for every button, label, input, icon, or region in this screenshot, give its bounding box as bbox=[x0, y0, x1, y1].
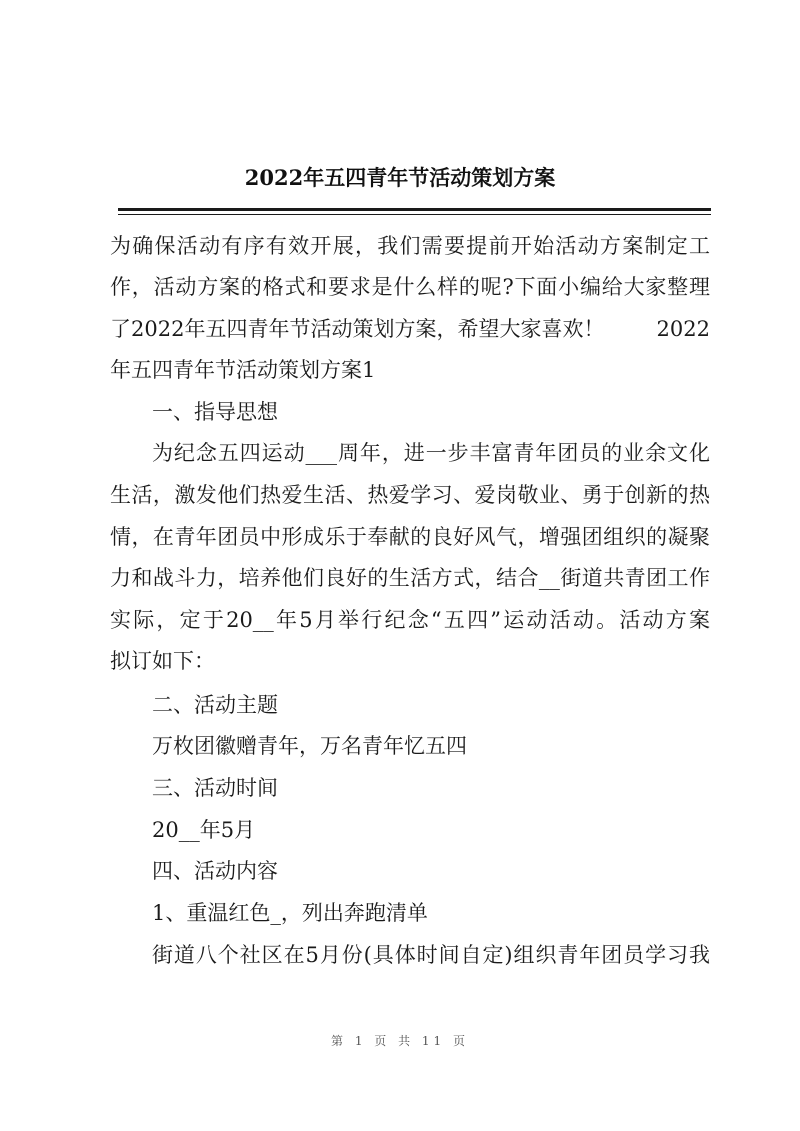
text-line: 拟订如下： bbox=[110, 649, 215, 673]
title-rule-thin bbox=[118, 214, 711, 215]
text-line-segment: 了2022年五四青年节活动策划方案，希望大家喜欢！ bbox=[110, 317, 605, 341]
section-heading: 三、活动时间 bbox=[152, 776, 278, 800]
page-footer: 第 1 页 共 11 页 bbox=[331, 1034, 469, 1048]
text-line: 生活，激发他们热爱生活、热爱学习、爱岗敬业、勇于创新的热 bbox=[110, 483, 710, 507]
text-line: 为纪念五四运动___周年，进一步丰富青年团员的业余文化 bbox=[152, 441, 710, 465]
text-line: 力和战斗力，培养他们良好的生活方式，结合__街道共青团工作 bbox=[110, 566, 710, 590]
text-line bbox=[110, 314, 710, 344]
section-heading: 四、活动内容 bbox=[152, 859, 278, 883]
text-line: 作，活动方案的格式和要求是什么样的呢?下面小编给大家整理 bbox=[110, 275, 710, 299]
section-heading: 一、指导思想 bbox=[152, 400, 278, 424]
section-heading: 二、活动主题 bbox=[152, 693, 278, 717]
title-rule-thick bbox=[118, 208, 711, 211]
text-line: 20__年5月 bbox=[152, 818, 256, 842]
text-line: 年五四青年节活动策划方案1 bbox=[110, 358, 376, 382]
page-title: 2022年五四青年节活动策划方案 bbox=[244, 165, 556, 190]
text-line: 实际，定于20__年5月举行纪念“五四”运动活动。活动方案 bbox=[110, 608, 710, 632]
text-line-segment: 2022 bbox=[656, 317, 710, 341]
text-line: 万枚团徽赠青年，万名青年忆五四 bbox=[152, 734, 467, 758]
text-line: 为确保活动有序有效开展，我们需要提前开始活动方案制定工 bbox=[110, 234, 710, 258]
subsection-heading: 1、重温红色_，列出奔跑清单 bbox=[152, 901, 428, 925]
text-line: 情，在青年团员中形成乐于奉献的良好风气，增强团组织的凝聚 bbox=[110, 525, 710, 549]
text-line: 街道八个社区在5月份(具体时间自定)组织青年团员学习我 bbox=[152, 943, 710, 967]
